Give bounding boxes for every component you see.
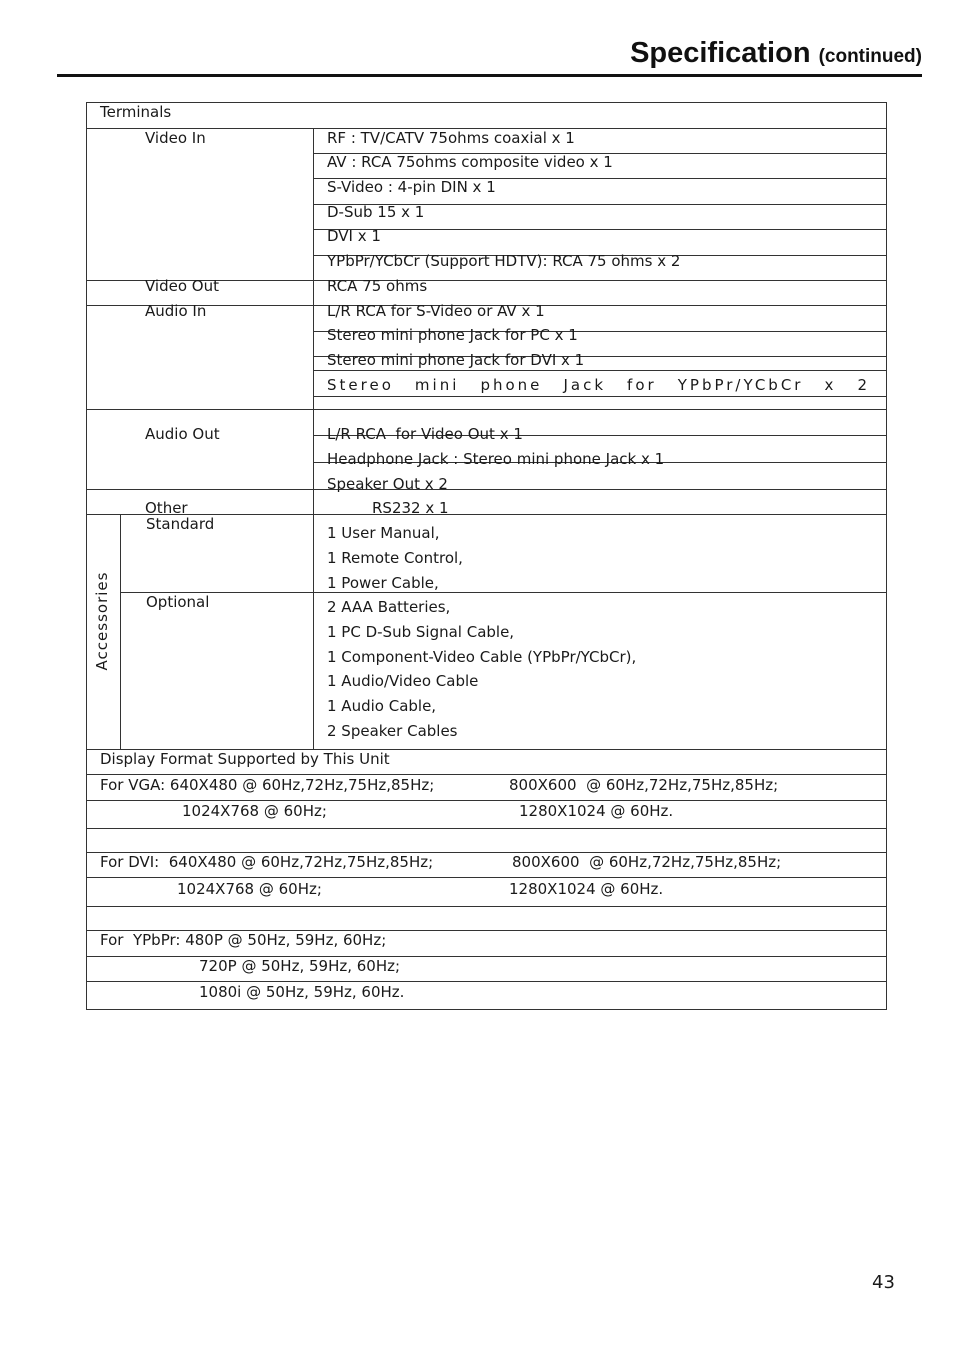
dvi-mode: 1280X1024 @ 60Hz. — [509, 880, 664, 898]
optional-item: 2 Speaker Cables — [327, 722, 458, 740]
page-title: Specification — [630, 37, 811, 69]
vga-mode: 800X600 @ 60Hz,72Hz,75Hz,85Hz; — [509, 776, 779, 794]
optional-item: 1 Component-Video Cable (YPbPr/YCbCr), — [327, 648, 637, 666]
dvi-mode: 800X600 @ 60Hz,72Hz,75Hz,85Hz; — [512, 853, 782, 871]
optional-label: Optional — [146, 593, 210, 611]
video-out-label: Video Out — [145, 277, 219, 295]
table-rule — [86, 828, 886, 829]
video-in-label: Video In — [145, 129, 206, 147]
standard-label: Standard — [146, 515, 215, 533]
audio-in-item: L/R RCA for S-Video or AV x 1 — [327, 302, 545, 320]
other-item: RS232 x 1 — [372, 499, 449, 517]
spec-table — [86, 102, 887, 1010]
standard-item: 1 User Manual, — [327, 524, 440, 542]
dvi-mode: 1024X768 @ 60Hz; — [177, 880, 322, 898]
optional-item: 1 Audio Cable, — [327, 697, 437, 715]
audio-in-item: Stereo mini phone Jack for PC x 1 — [327, 326, 578, 344]
ypbpr-mode: 1080i @ 50Hz, 59Hz, 60Hz. — [199, 983, 405, 1001]
audio-out-label: Audio Out — [145, 425, 220, 443]
terminals-heading: Terminals — [100, 103, 172, 121]
header-rule — [57, 74, 922, 77]
table-rule — [313, 396, 886, 397]
display-format-heading: Display Format Supported by This Unit — [100, 750, 390, 768]
video-out-item: RCA 75 ohms — [327, 277, 428, 295]
accessories-label: Accessories — [93, 571, 111, 671]
video-in-item: S-Video : 4-pin DIN x 1 — [327, 178, 496, 196]
table-rule — [86, 409, 886, 410]
table-rule — [313, 128, 314, 749]
standard-item: 1 Remote Control, — [327, 549, 463, 567]
optional-item: 1 Audio/Video Cable — [327, 672, 479, 690]
video-in-item: DVI x 1 — [327, 227, 381, 245]
dvi-mode: For DVI: 640X480 @ 60Hz,72Hz,75Hz,85Hz; — [100, 853, 434, 871]
video-in-item: D-Sub 15 x 1 — [327, 203, 425, 221]
audio-in-item: Stereo mini phone Jack for DVI x 1 — [327, 351, 585, 369]
table-rule — [120, 592, 886, 593]
table-rule — [120, 514, 121, 749]
video-in-item: RF : TV/CATV 75ohms coaxial x 1 — [327, 129, 575, 147]
video-in-item: YPbPr/YCbCr (Support HDTV): RCA 75 ohms x 2 — [327, 252, 681, 270]
vga-mode: For VGA: 640X480 @ 60Hz,72Hz,75Hz,85Hz; — [100, 776, 435, 794]
table-rule — [313, 370, 886, 371]
audio-out-item: L/R RCA for Video Out x 1 — [327, 425, 523, 443]
vga-mode: 1024X768 @ 60Hz; — [182, 802, 327, 820]
audio-in-label: Audio In — [145, 302, 207, 320]
audio-out-item: Speaker Out x 2 — [327, 475, 448, 493]
audio-out-item: Headphone Jack : Stereo mini phone Jack x 1 — [327, 450, 665, 468]
page-subtitle: (continued) — [818, 46, 922, 67]
other-label: Other — [145, 499, 188, 517]
table-rule — [86, 877, 886, 878]
standard-item: 1 Power Cable, — [327, 574, 439, 592]
table-rule — [86, 489, 886, 490]
ypbpr-mode: 720P @ 50Hz, 59Hz, 60Hz; — [199, 957, 401, 975]
page-header — [630, 36, 922, 70]
table-rule — [86, 906, 886, 907]
ypbpr-mode: For YPbPr: 480P @ 50Hz, 59Hz, 60Hz; — [100, 931, 387, 949]
optional-item: 1 PC D-Sub Signal Cable, — [327, 623, 515, 641]
table-rule — [313, 229, 886, 230]
audio-in-item: Stereo mini phone Jack for YPbPr/YCbCr x 2 — [327, 376, 870, 394]
optional-item: 2 AAA Batteries, — [327, 598, 451, 616]
video-in-item: AV : RCA 75ohms composite video x 1 — [327, 153, 613, 171]
vga-mode: 1280X1024 @ 60Hz. — [519, 802, 674, 820]
page-number: 43 — [872, 1272, 895, 1293]
